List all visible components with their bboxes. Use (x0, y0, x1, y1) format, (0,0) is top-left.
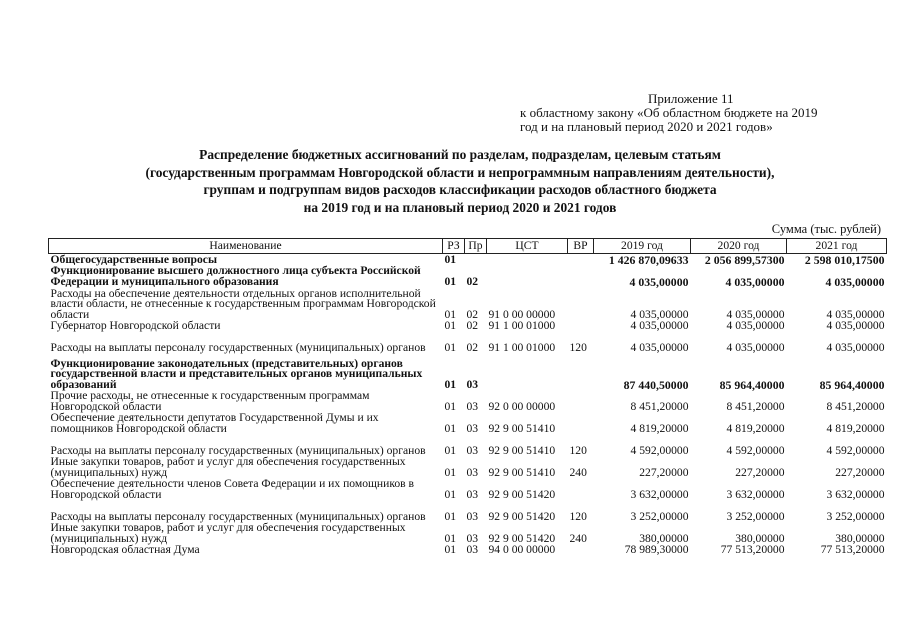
row-pr: 03 (466, 542, 479, 556)
row-vr (568, 265, 594, 287)
row-vr (568, 287, 594, 320)
table-row (49, 456, 887, 478)
row-name: Иные закупки товаров, работ и услуг для обеспечения государственных (муниципальных) нужд (50, 521, 406, 545)
row-2020: 380,00000 (735, 531, 785, 545)
row-2020: 4 035,00000 (726, 318, 785, 332)
row-rz: 01 (444, 399, 457, 413)
row-name: Расходы на выплаты персоналу государственных (муниципальных) органов (50, 443, 426, 457)
row-cst: 91 1 00 01000 (488, 318, 556, 332)
row-vr: 120 (569, 340, 587, 354)
row-name: Функционирование законодательных (представительных) органов государственной власти и представительных органов муниципальных образований (50, 356, 423, 391)
row-2019: 4 592,00000 (630, 443, 689, 457)
row-rz: 01 (444, 465, 457, 479)
row-pr: 03 (466, 399, 479, 413)
header-rz: РЗ (443, 239, 465, 254)
row-2019: 4 035,00000 (630, 307, 689, 321)
row-2021: 3 252,00000 (826, 509, 885, 523)
row-cst: 92 9 00 51410 (488, 421, 556, 435)
row-2021: 380,00000 (835, 531, 885, 545)
header-cst: ЦСТ (487, 239, 568, 254)
row-name: Расходы на обеспечение деятельности отдельных органов исполнительной власти области, не отнесенные к государственным программам Новгородской области (50, 286, 436, 321)
row-name: Функционирование высшего должностного лица субъекта Российской Федерации и муниципального образования (50, 264, 421, 288)
table-row (49, 412, 887, 434)
row-2021: 8 451,20000 (826, 399, 885, 413)
row-cst (487, 353, 568, 390)
row-2021: 4 592,00000 (826, 443, 885, 457)
row-rz: 01 (444, 274, 457, 288)
header-2020: 2020 год (691, 239, 787, 254)
row-cst: 92 0 00 00000 (488, 399, 556, 413)
table-row (49, 544, 887, 555)
row-cst: 91 0 00 00000 (488, 307, 556, 321)
row-cst: 92 9 00 51420 (488, 487, 556, 501)
document-title-line-3: группам и подгруппам видов расходов классификации расходов областного бюджета (203, 182, 717, 197)
row-2021: 4 819,20000 (826, 421, 885, 435)
row-cst: 92 9 00 51420 (488, 509, 556, 523)
row-2020: 85 964,40000 (719, 377, 785, 392)
appendix-line-1: к областному закону «Об областном бюджете на 2019 (520, 105, 818, 120)
row-name: Новгородская областная Дума (50, 542, 200, 556)
row-vr (568, 478, 594, 500)
row-rz: 01 (444, 377, 457, 391)
budget-table (48, 238, 887, 555)
row-cst: 92 9 00 51410 (488, 443, 556, 457)
row-rz: 01 (444, 509, 457, 523)
row-pr (465, 254, 487, 266)
row-2020: 2 056 899,57300 (704, 252, 785, 267)
row-rz: 01 (444, 252, 457, 266)
row-vr: 120 (569, 443, 587, 457)
table-row (49, 434, 887, 456)
row-cst (487, 254, 568, 266)
row-2019: 3 252,00000 (630, 509, 689, 523)
row-cst: 92 9 00 51410 (488, 465, 556, 479)
row-2021: 2 598 010,17500 (804, 252, 885, 267)
header-name: Наименование (49, 239, 443, 254)
row-2021: 4 035,00000 (826, 340, 885, 354)
row-2019: 4 035,00000 (630, 318, 689, 332)
row-pr: 03 (466, 377, 479, 391)
row-2021: 3 632,00000 (826, 487, 885, 501)
row-vr (568, 353, 594, 390)
row-2020: 8 451,20000 (726, 399, 785, 413)
units-label: Сумма (тыс. рублей) (771, 222, 881, 236)
row-vr: 240 (569, 465, 587, 479)
table-row (49, 287, 887, 320)
row-pr: 03 (466, 487, 479, 501)
row-rz: 01 (444, 318, 457, 332)
row-vr (568, 412, 594, 434)
row-name: Иные закупки товаров, работ и услуг для обеспечения государственных (муниципальных) нужд (50, 455, 406, 479)
table-row (49, 500, 887, 522)
document-title-line-2: (государственным программам Новгородской области и непрограммным направлениям деятельности), (145, 164, 775, 180)
row-pr: 03 (466, 531, 479, 545)
row-cst (487, 265, 568, 287)
row-2021: 4 035,00000 (826, 318, 885, 332)
row-pr: 03 (466, 509, 479, 523)
row-vr: 120 (569, 509, 587, 523)
row-pr: 03 (466, 421, 479, 435)
row-name: Обеспечение деятельности членов Совета Федерации и их помощников в Новгородской области (50, 477, 415, 501)
appendix-line-2: год и на плановый период 2020 и 2021 годов» (520, 119, 773, 134)
row-2021: 227,20000 (835, 465, 885, 479)
table-row (49, 320, 887, 331)
row-name: Расходы на выплаты персоналу государственных (муниципальных) органов (50, 509, 426, 523)
row-2021: 4 035,00000 (825, 274, 885, 289)
row-cst: 92 9 00 51420 (488, 531, 556, 545)
row-vr: 240 (569, 531, 587, 545)
row-rz: 01 (444, 340, 457, 354)
row-rz: 01 (444, 531, 457, 545)
row-vr (568, 254, 594, 266)
table-row (49, 522, 887, 544)
row-2020: 3 632,00000 (726, 487, 785, 501)
row-rz: 01 (444, 307, 457, 321)
row-vr (568, 390, 594, 412)
row-2020: 4 035,00000 (726, 340, 785, 354)
table-row (49, 390, 887, 412)
row-2021: 85 964,40000 (819, 377, 885, 392)
appendix-title: Приложение 11 (648, 91, 734, 106)
row-2020: 4 035,00000 (725, 274, 785, 289)
row-name: Расходы на выплаты персоналу государственных (муниципальных) органов (50, 340, 426, 354)
document-title (60, 146, 860, 216)
row-2019: 380,00000 (639, 531, 689, 545)
header-2019: 2019 год (594, 239, 691, 254)
row-2019: 3 632,00000 (630, 487, 689, 501)
header-2021: 2021 год (787, 239, 887, 254)
row-2021: 4 035,00000 (826, 307, 885, 321)
document-title-line-4: на 2019 год и на плановый период 2020 и 2021 годов (303, 199, 617, 215)
row-2019: 227,20000 (639, 465, 689, 479)
row-2019: 78 989,30000 (624, 542, 689, 556)
appendix-note (520, 92, 890, 134)
row-2019: 4 035,00000 (630, 340, 689, 354)
row-rz: 01 (444, 487, 457, 501)
table-row (49, 478, 887, 500)
row-pr: 02 (466, 318, 479, 332)
table-row (49, 331, 887, 353)
header-pr: Пр (465, 239, 487, 254)
row-name: Прочие расходы, не отнесенные к государственным программам Новгородской области (50, 389, 370, 413)
header-vr: ВР (568, 239, 594, 254)
row-2020: 4 592,00000 (726, 443, 785, 457)
row-cst: 91 1 00 01000 (488, 340, 556, 354)
row-name: Общегосударственные вопросы (50, 252, 217, 266)
row-2019: 4 819,20000 (630, 421, 689, 435)
row-2019: 1 426 870,09633 (608, 252, 689, 267)
table-row (49, 353, 887, 390)
row-2019: 8 451,20000 (630, 399, 689, 413)
row-pr: 02 (466, 340, 479, 354)
row-cst: 94 0 00 00000 (488, 542, 556, 556)
row-name: Губернатор Новгородской области (50, 318, 221, 332)
row-vr (568, 320, 594, 331)
row-2021: 77 513,20000 (820, 542, 885, 556)
row-2020: 4 819,20000 (726, 421, 785, 435)
row-rz: 01 (444, 542, 457, 556)
row-pr: 03 (466, 443, 479, 457)
row-rz: 01 (444, 421, 457, 435)
row-2019: 4 035,00000 (629, 274, 689, 289)
row-2019: 87 440,50000 (623, 377, 689, 392)
row-pr: 02 (466, 274, 479, 288)
table-row (49, 265, 887, 287)
row-2020: 4 035,00000 (726, 307, 785, 321)
row-name: Обеспечение деятельности депутатов Государственной Думы и их помощников Новгородской области (50, 411, 379, 435)
document-title-line-1: Распределение бюджетных ассигнований по разделам, подразделам, целевым статьям (199, 147, 721, 162)
row-2020: 3 252,00000 (726, 509, 785, 523)
row-rz: 01 (444, 443, 457, 457)
table-header-row (49, 239, 887, 254)
row-vr (568, 544, 594, 555)
row-pr: 02 (466, 307, 479, 321)
row-2020: 227,20000 (735, 465, 785, 479)
row-2020: 77 513,20000 (720, 542, 785, 556)
row-pr: 03 (466, 465, 479, 479)
